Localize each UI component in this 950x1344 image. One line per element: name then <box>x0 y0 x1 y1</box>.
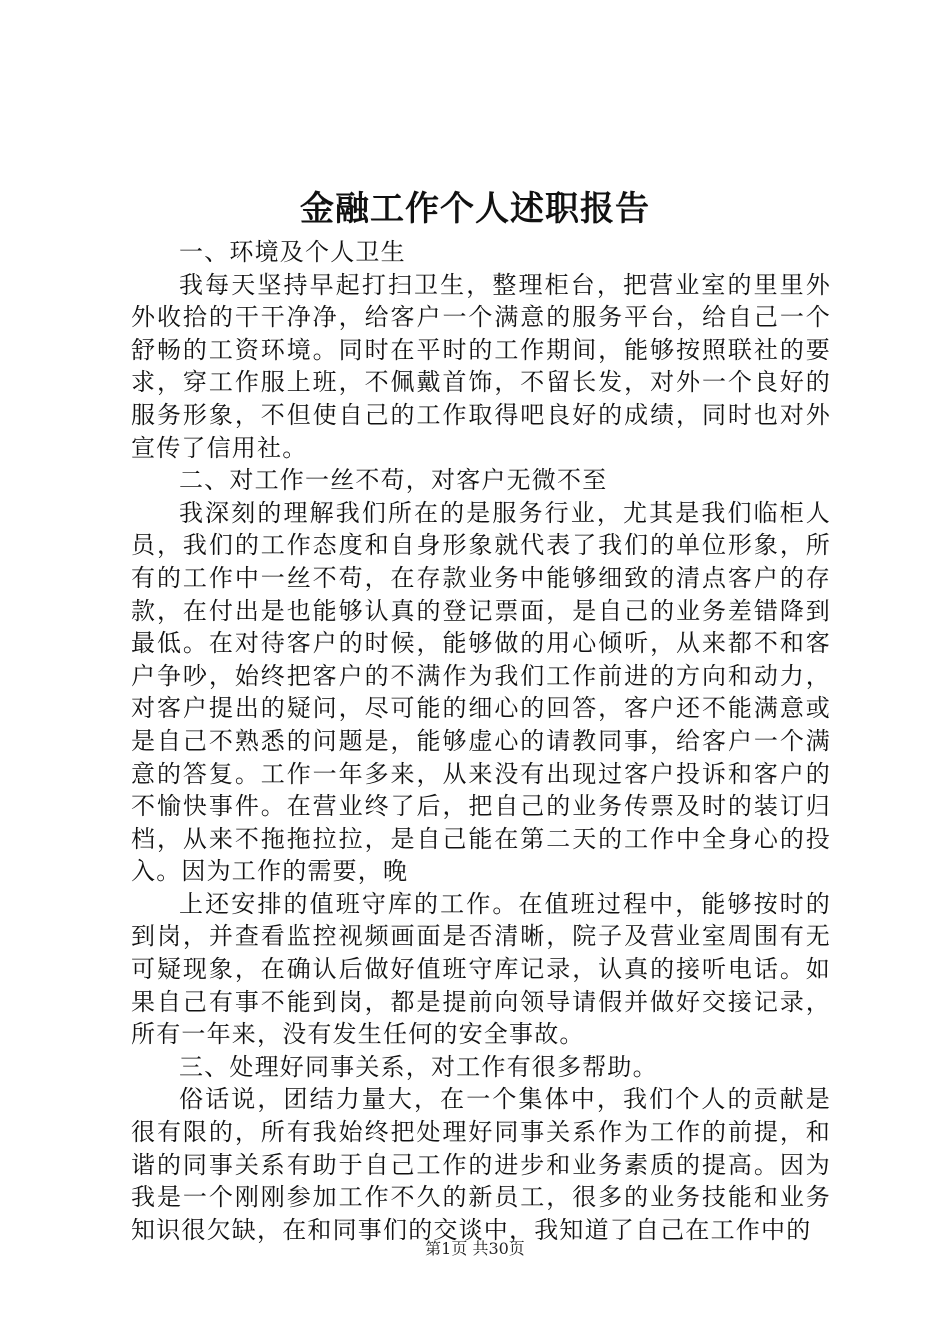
body-paragraph: 俗话说，团结力量大，在一个集体中，我们个人的贡献是很有限的，所有我始终把处理好同事关系作为工作的前提，和谐的同事关系有助于自己工作的进步和业务素质的提高。因为我是一个刚刚参加工作不久的新员工，很多的业务技能和业务知识很欠缺，在和同事们的交谈中，我知道了自己在工作中的 <box>131 1085 831 1244</box>
body-paragraph: 上还安排的值班守库的工作。在值班过程中，能够按时的到岗，并查看监控视频画面是否清晰，院子及营业室周围有无可疑现象，在确认后做好值班守库记录，认真的接听电话。如果自己有事不能到岗，都是提前向领导请假并做好交接记录，所有一年来，没有发生任何的安全事故。 <box>131 889 831 1049</box>
body-paragraph: 我每天坚持早起打扫卫生，整理柜台，把营业室的里里外外收拾的干干净净，给客户一个满意的服务平台，给自己一个舒畅的工资环境。同时在平时的工作期间，能够按照联社的要求，穿工作服上班，不佩戴首饰，不留长发，对外一个良好的服务形象，不但使自己的工作取得吧良好的成绩，同时也对外宣传了信用社。 <box>131 270 831 462</box>
body-paragraph: 我深刻的理解我们所在的是服务行业，尤其是我们临柜人员，我们的工作态度和自身形象就代表了我们的单位形象，所有的工作中一丝不苟，在存款业务中能够细致的清点客户的存款，在付出是也能够认真的登记票面，是自己的业务差错降到最低。在对待客户的时候，能够做的用心倾听，从来都不和客户争吵，始终把客户的不满作为我们工作前进的方向和动力，对客户提出的疑问，尽可能的细心的回答，客户还不能满意或是自己不熟悉的问题是，能够虚心的请教同事，给客户一个满意的答复。工作一年多来，从来没有出现过客户投诉和客户的不愉快事件。在营业终了后，把自己的业务传票及时的装订归档，从来不拖拖拉拉，是自己能在第二天的工作中全身心的投入。因为工作的需要，晚 <box>131 498 831 886</box>
document-title: 金融工作个人述职报告 <box>300 189 650 229</box>
section-heading: 三、处理好同事关系，对工作有很多帮助。 <box>179 1052 658 1081</box>
section-heading: 一、环境及个人卫生 <box>179 238 406 266</box>
document-body <box>131 236 831 1246</box>
page-number-footer: 第1页 共30页 <box>425 1239 525 1258</box>
section-heading: 二、对工作一丝不苟，对客户无微不至 <box>179 466 608 495</box>
